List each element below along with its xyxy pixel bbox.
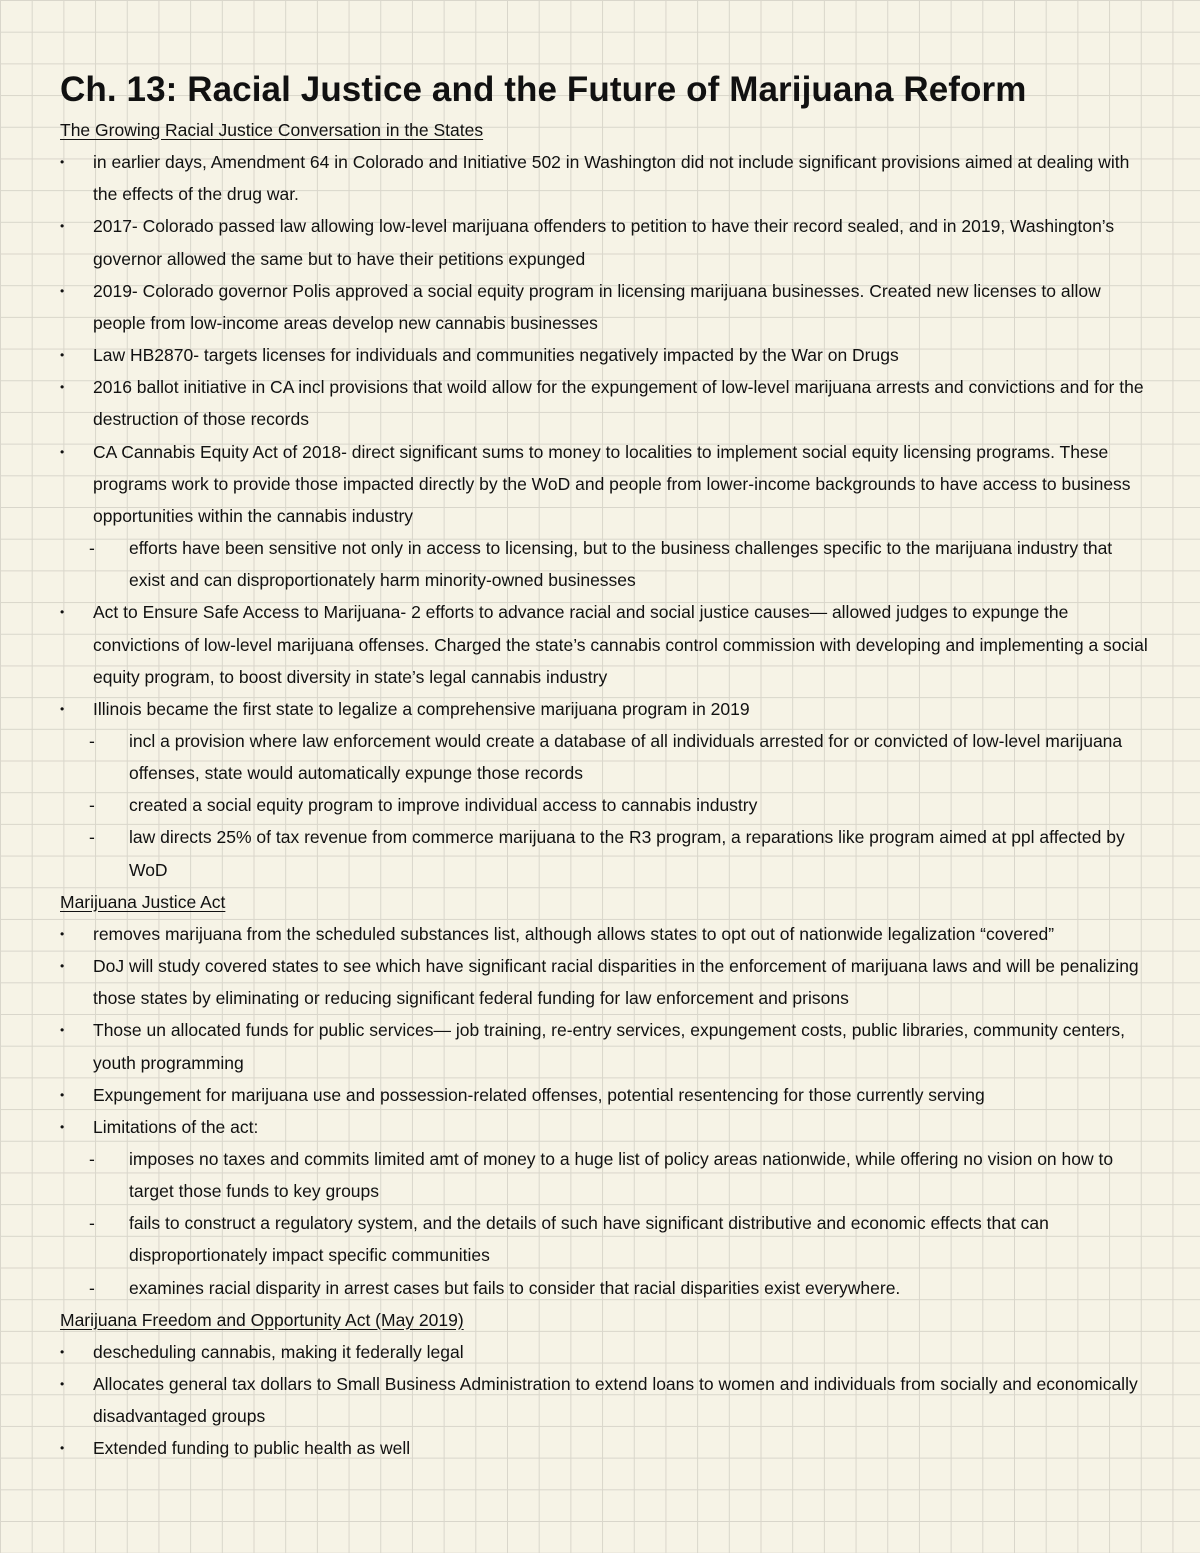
bullet-icon: •	[60, 1119, 65, 1134]
dash-icon: -	[89, 538, 95, 559]
section-heading: Marijuana Freedom and Opportunity Act (May 2019)	[60, 1309, 464, 1330]
sub-list-item: - incl a provision where law enforcement would create a database of all individuals arrested for or convicted of low-level marijuana offenses, state would automatically expunge those records	[89, 725, 1150, 789]
list-item: • 2017- Colorado passed law allowing low-level marijuana offenders to petition to have their record sealed, and in 2019, Washington’s governor allowed the same but to have their petitions expunged	[60, 210, 1150, 274]
sub-list-item: - examines racial disparity in arrest cases but fails to consider that racial disparities exist everywhere.	[89, 1272, 1150, 1304]
section-heading: The Growing Racial Justice Conversation in the States	[60, 120, 484, 140]
section-heading: Marijuana Justice Act	[60, 891, 226, 912]
bullet-icon: •	[60, 1377, 65, 1392]
bullet-icon: •	[60, 283, 65, 298]
bullet-icon: •	[60, 605, 65, 620]
section-state-conversation	[60, 114, 1150, 886]
bullet-icon: •	[60, 1087, 65, 1102]
list-item: • in earlier days, Amendment 64 in Colorado and Initiative 502 in Washington did not include significant provisions aimed at dealing with the effects of the drug war.	[60, 146, 1150, 210]
dash-icon: -	[89, 730, 95, 751]
list-item: • Allocates general tax dollars to Small Business Administration to extend loans to women and individuals from socially and economically disadvantaged groups	[60, 1368, 1150, 1432]
dash-icon: -	[89, 1149, 95, 1169]
bullet-icon: •	[60, 1441, 65, 1456]
list-item: • 2016 ballot initiative in CA incl provisions that woild allow for the expungement of low-level marijuana arrests and convictions and for the destruction of those records	[60, 371, 1150, 435]
list-item: • Extended funding to public health as well	[60, 1432, 1150, 1464]
list-item: • Expungement for marijuana use and possession-related offenses, potential resentencing for those currently serving	[60, 1079, 1150, 1111]
bullet-icon: •	[60, 959, 65, 974]
list-item: • DoJ will study covered states to see which have significant racial disparities in the enforcement of marijuana laws and will be penalizing those states by eliminating or reducing significant federal funding for law enforcement and prisons	[60, 950, 1150, 1014]
bullet-icon: •	[60, 701, 65, 716]
sub-list-item: - law directs 25% of tax revenue from commerce marijuana to the R3 program, a reparations like program aimed at ppl affected by WoD	[89, 821, 1150, 885]
bullet-icon: •	[60, 380, 65, 395]
list-item: • Those un allocated funds for public services— job training, re-entry services, expungement costs, public libraries, community centers, youth programming	[60, 1014, 1150, 1078]
list-item: • descheduling cannabis, making it federally legal	[60, 1336, 1150, 1368]
notes-page	[60, 66, 1150, 1465]
list-item: • Illinois became the first state to legalize a comprehensive marijuana program in 2019	[60, 693, 1150, 725]
sub-list-item: - fails to construct a regulatory system, and the details of such have significant distributive and economic effects that can disproportionately impact specific communities	[89, 1207, 1150, 1271]
bullet-icon: •	[60, 444, 65, 459]
section-marijuana-justice-act	[60, 886, 1150, 1304]
dash-icon: -	[89, 1277, 95, 1298]
dash-icon: -	[89, 795, 95, 816]
bullet-icon: •	[60, 926, 65, 941]
sub-list-item: - created a social equity program to improve individual access to cannabis industry	[89, 789, 1150, 821]
bullet-icon: •	[60, 219, 65, 234]
sub-list-item: - imposes no taxes and commits limited amt of money to a huge list of policy areas nationwide, while offering no vision on how to target those funds to key groups	[89, 1143, 1150, 1207]
page-title: Ch. 13: Racial Justice and the Future of Marijuana Reform	[60, 70, 1027, 109]
list-item: • Limitations of the act:	[60, 1111, 1150, 1143]
dash-icon: -	[89, 827, 95, 848]
bullet-icon: •	[60, 1344, 65, 1359]
dash-icon: -	[89, 1213, 95, 1234]
section-freedom-opportunity-act	[60, 1304, 1150, 1465]
list-item: • removes marijuana from the scheduled substances list, although allows states to opt out of nationwide legalization “covered”	[60, 918, 1150, 950]
sub-list-item: - efforts have been sensitive not only in access to licensing, but to the business challenges specific to the marijuana industry that exist and can disproportionately harm minority-owned businesses	[89, 532, 1150, 596]
list-item: • CA Cannabis Equity Act of 2018- direct significant sums to money to localities to implement social equity licensing programs. These programs work to provide those impacted directly by the WoD and people from lower-income backgrounds to have access to business opportunities within the cannabis industry	[60, 436, 1150, 532]
bullet-icon: •	[60, 348, 65, 363]
list-item: • 2019- Colorado governor Polis approved a social equity program in licensing marijuana businesses. Created new licenses to allow people from low-income areas develop new cannabis businesses	[60, 275, 1150, 339]
list-item: • Act to Ensure Safe Access to Marijuana- 2 efforts to advance racial and social justice causes— allowed judges to expunge the convictions of low-level marijuana offenses. Charged the state’s cannabis control commission with developing and implementing a social equity program, to boost diversity in state’s legal cannabis industry	[60, 596, 1150, 692]
list-item: • Law HB2870- targets licenses for individuals and communities negatively impacted by the War on Drugs	[60, 339, 1150, 371]
bullet-icon: •	[60, 1023, 65, 1038]
bullet-icon: •	[60, 155, 65, 170]
